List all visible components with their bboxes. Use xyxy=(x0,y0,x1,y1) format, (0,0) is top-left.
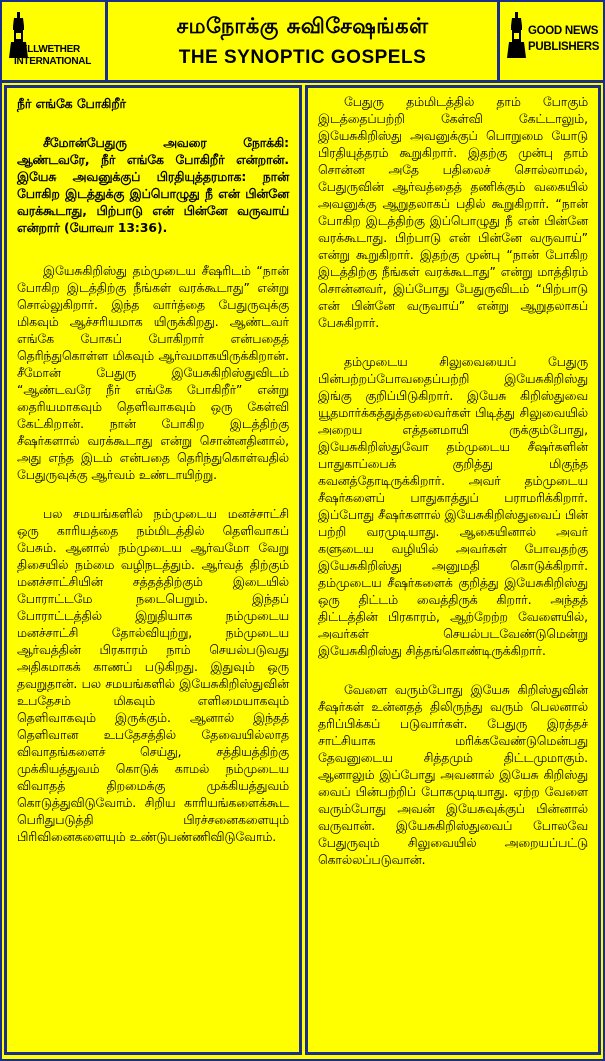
logo-text-line1: GOOD NEWS xyxy=(528,25,599,37)
title-box xyxy=(108,2,497,80)
good-news-logo xyxy=(497,2,603,80)
page-title-english: THE SYNOPTIC GOSPELS xyxy=(178,46,427,68)
right-column xyxy=(305,85,601,1055)
logo-text-line2: PUBLISHERS xyxy=(528,41,600,53)
paragraph: வேளை வரும்போது இயேசு கிறிஸ்துவின் சீஷர்கள் உன்னதத் திலிருந்து வரும் பெலனால் தரிப்பிக்கப் படுவார்கள். பேதுரு இரத்தச் சாட்சியாக மரிக்கவேண்டுமென்பது தேவனுடைய சித்தமும் திட்டமுமாகும். ஆனாலும் இப்போது அவனால் இயேசு கிறிஸ்து வைப் பின்பற்றிப் போகமுடியாது. ஏற்ற வேளை வரும்போது அவன் இயேசுவுக்குப் பின்னால் வருவான். இயேசுகிறிஸ்துவைப் போலவே பேதுருவும் சிலுவையில் அறையப்பட்டு கொல்லப்படுவான். xyxy=(318,683,588,867)
paragraph: தம்முடைய சிலுவையைப் பேதுரு பின்பற்றப்போவதைப்பற்றி இயேசுகிறிஸ்து இங்கு குறிப்பிடுகிறார். இயேசு கிறிஸ்துவை யூதமார்க்கத்துத்தலைவர்கள் பிடித்து சிலுவையில் அறைய எத்தனமாயி ருக்கும்போது, இயேசுகிறிஸ்துவோ தம்முடைய சீஷர்களின் பாதுகாப்பைக் குறித்து மிகுந்த கவனத்தோடிருக்கிறார். அவர் தம்முடைய சீஷர்களைப் பாதுகாத்துப் பராமரிக்கிறார். இப்போது சீஷர்களால் இயேசுகிறிஸ்துவைப் பின் பற்றி வரமுடியாது. ஆகையினால் அவர் களுடைய வழியில் அவர்கள் போவதற்கு இயேசுகிறிஸ்து அனுமதி கொடுக்கிறார். தம்முடைய சீஷர்களைக் குறித்து இயேசுகிறிஸ்து ஒரு திட்டம் வைத்திருக் கிறார். அந்தத் திட்டத்தின் பிரகாரம், ஆற்றேற்ற வேளையில், அவர்கள் செயல்படவேண்டுமென்று இயேசுகிறிஸ்து சித்தங்கொண்டிருக்கிறார். xyxy=(318,355,588,658)
page-title-tamil: சமநோக்கு சுவிசேஷங்கள் xyxy=(176,13,429,38)
paragraph: பல சமயங்களில் நம்முடைய மனச்சாட்சி ஒரு காரியத்தை நம்மிடத்தில் தெளிவாகப் பேசும். ஆனால் நம்முடைய ஆர்வமோ வேறு திசையில் நம்மை வழிநடத்தும். ஆர்வத் திற்கும் மனச்சாட்சியின் சத்தத்திற்கும் இடையில் போராட்டமே நடைபெறும். இந்தப் போராட்டத்தில் இறுதியாக நம்முடைய மனச்சாட்சி தோல்வியுற்று, நம்முடைய ஆர்வத்தின் பிரகாரம் நாம் செயல்படுவது அதிகமாகக் காணப் படுகிறது. இதுவும் ஒரு தவறுதான். பல சமயங்களில் இயேசுகிறிஸ்துவின் உபதேசம் மிகவும் எளிமையாகவும் தெளிவாகவும் இருக்கும். ஆனால் இந்தத் தெளிவான உபதேசத்தில் தேவையில்லாத விவாதங்களைச் செய்து, சத்தியத்திற்கு முக்கியத்துவம் கொடுக் காமல் நம்முடைய விவாதத் திறமைக்கு முக்கியத்துவம் கொடுத்துவிடுவோம். சிறிய காரியங்களைக்கூட பெரிதுபடுத்தி பிரச்சனைகளையும் பிரிவினைகளையும் உண்டுபண்ணிவிடுவோம். xyxy=(17,507,289,844)
header xyxy=(2,2,603,83)
paragraph: பேதுரு தம்மிடத்தில் தாம் போகும் இடத்தைப்பற்றி கேள்வி கேட்டாலும், இயேசுகிறிஸ்து அவனுக்குப் பொறுமை யோடு பிரதியுத்தரம் கூறுகிறார். இதற்கு முன்பு தாம் சொன்ன அதே பதிலைச் சொல்லாமல், பேதுருவின் ஆர்வத்தைத் தணிக்கும் வகையில் அவனுக்கு ஆறுதலாகப் பதில் கூறுகிறார். “நான் போகிற இடத்திற்கு இப்பொழுது நீ என் பின்னே வரக்கூடாது. பிற்பாடு என் பின்னே வருவாய்” என்று கூறுகிறார். இதற்கு முன்பு “நான் போகிற இடத்திற்கு நீங்கள் வரக்கூடாது” என்று மாத்திரம் சொன்னவர், இப்போது பேதுருவிடம் “பிற்பாடு என் பின்னே வருவாய்” என்று ஆறுதலாகப் பேசுகிறார். xyxy=(318,95,588,330)
article-heading: நீர் எங்கே போகிறீர் xyxy=(17,97,126,111)
left-column xyxy=(4,85,302,1055)
bell-tower-icon xyxy=(506,12,528,58)
logo-text-line1: BELLWETHER xyxy=(14,44,80,55)
scripture-quote: சீமோன்பேதுரு அவரை நோக்கி: ஆண்டவரே, நீர் எங்கே போகிறீர் என்றான். இயேசு அவனுக்குப் பிரதியுத்தரமாக: நான் போகிற இடத்துக்கு இப்பொழுது நீ என் பின்னே வரக்கூடாது, பிற்பாடு என் பின்னே வருவாய் என்றார் (யோவா 13:36). xyxy=(17,136,289,235)
logo-text-line2: INTERNATIONAL xyxy=(14,56,92,67)
paragraph: இயேசுகிறிஸ்து தம்முடைய சீஷரிடம் “நான் போகிற இடத்திற்கு நீங்கள் வரக்கூடாது” என்று சொல்லுகிறார். இந்த வார்த்தை பேதுருவுக்கு மிகவும் ஆச்சரியமாக யிருக்கிறது. ஆண்டவர் எங்கே போகப் போகிறார் என்பதைத் தெரிந்துகொள்ள மிகவும் ஆர்வமாகயிருக்கிறான். சீமோன் பேதுரு இயேசுகிறிஸ்துவிடம் “ஆண்டவரே நீர் எங்கே போகிறீர்” என்று தைரியமாகவும் தெளிவாகவும் ஒரு கேள்வி கேட்கிறான். நான் போகிற இடத்திற்கு சீஷர்களால் வரக்கூடாது என்று சொன்னதினால், அது எந்த இடம் என்பதை தெரிந்துகொள்வதில் பேதுருவுக்கு ஆர்வம் உண்டாயிற்று. xyxy=(17,264,289,482)
bellwether-logo xyxy=(2,2,108,80)
